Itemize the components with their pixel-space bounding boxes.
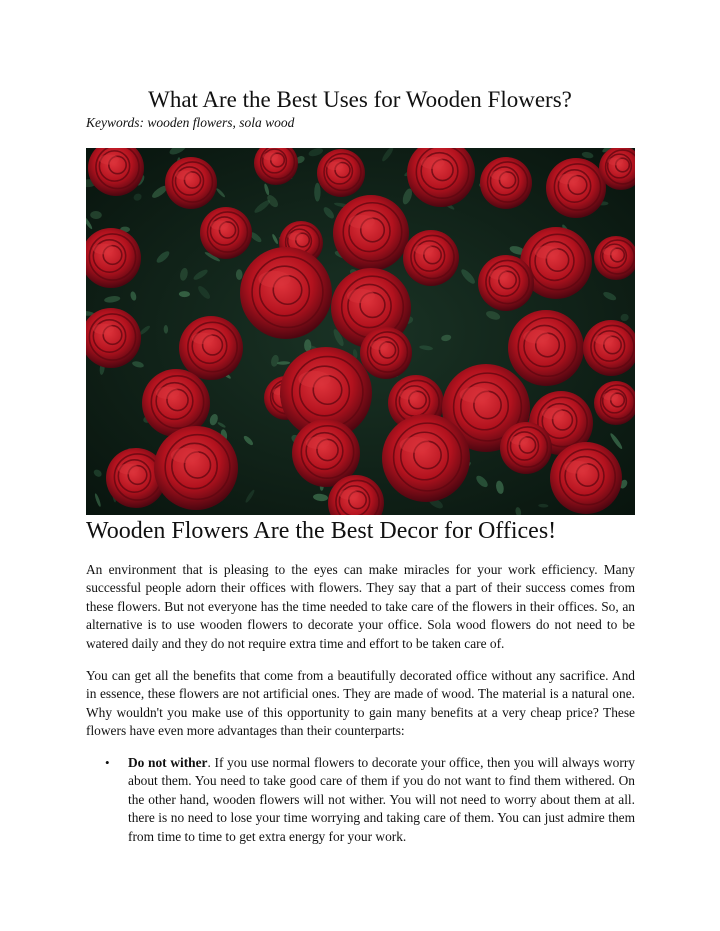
rose: [179, 316, 243, 380]
rose: [508, 310, 584, 386]
roses-photo: [86, 148, 635, 515]
rose: [403, 230, 459, 286]
rose: [317, 149, 365, 197]
rose: [333, 195, 409, 271]
advantages-list: [86, 754, 635, 846]
bullet-text: . If you use normal flowers to decorate your office, then you will always worry about them. You need to take good care of them if you do not want to find them withered. On the other hand, wooden flowers will not wither. You will not need to worry about them at all. there is no need to lose your time worrying and taking care of them. You can just admire them from time to time to get extra energy for your work.: [128, 755, 635, 844]
rose: [154, 426, 238, 510]
rose: [546, 158, 606, 218]
rose: [478, 255, 534, 311]
leaf: [314, 183, 320, 202]
section-heading: Wooden Flowers Are the Best Decor for Offices!: [86, 518, 557, 544]
list-item: [86, 754, 635, 846]
rose: [360, 327, 412, 379]
rose: [240, 247, 332, 339]
rose: [500, 422, 552, 474]
rose: [480, 157, 532, 209]
roses-image: [86, 148, 635, 515]
paragraph-1: An environment that is pleasing to the eyes can make miracles for your work efficiency. Many successful people adorn their offices with flowers. They say that a part of their success comes from these flowers. But not everyone has the time needed to take care of the flowers in their offices. So, an alternative is to use wooden flowers to decorate your office. Sola wood flowers do not need to be watered daily and they do not require extra time and effort to be taken care of.: [86, 562, 635, 651]
leaf: [304, 339, 311, 351]
keywords-line: Keywords: wooden flowers, sola wood: [86, 115, 295, 130]
bullet-bold-label: Do not wither: [128, 755, 208, 770]
bullet-icon: •: [105, 755, 110, 770]
document-title: What Are the Best Uses for Wooden Flowers?: [148, 87, 572, 112]
rose: [200, 207, 252, 259]
rose: [382, 414, 470, 502]
rose: [165, 157, 217, 209]
rose: [550, 442, 622, 514]
paragraph-2: You can get all the benefits that come from a beautifully decorated office without any sacrifice. And in essence, these flowers are not artificial ones. They are made of wood. The material is a natural one. Why wouldn't you make use of this opportunity to gain many benefits at a very cheap price? These flowers have even more advantages than their counterparts:: [86, 668, 635, 739]
